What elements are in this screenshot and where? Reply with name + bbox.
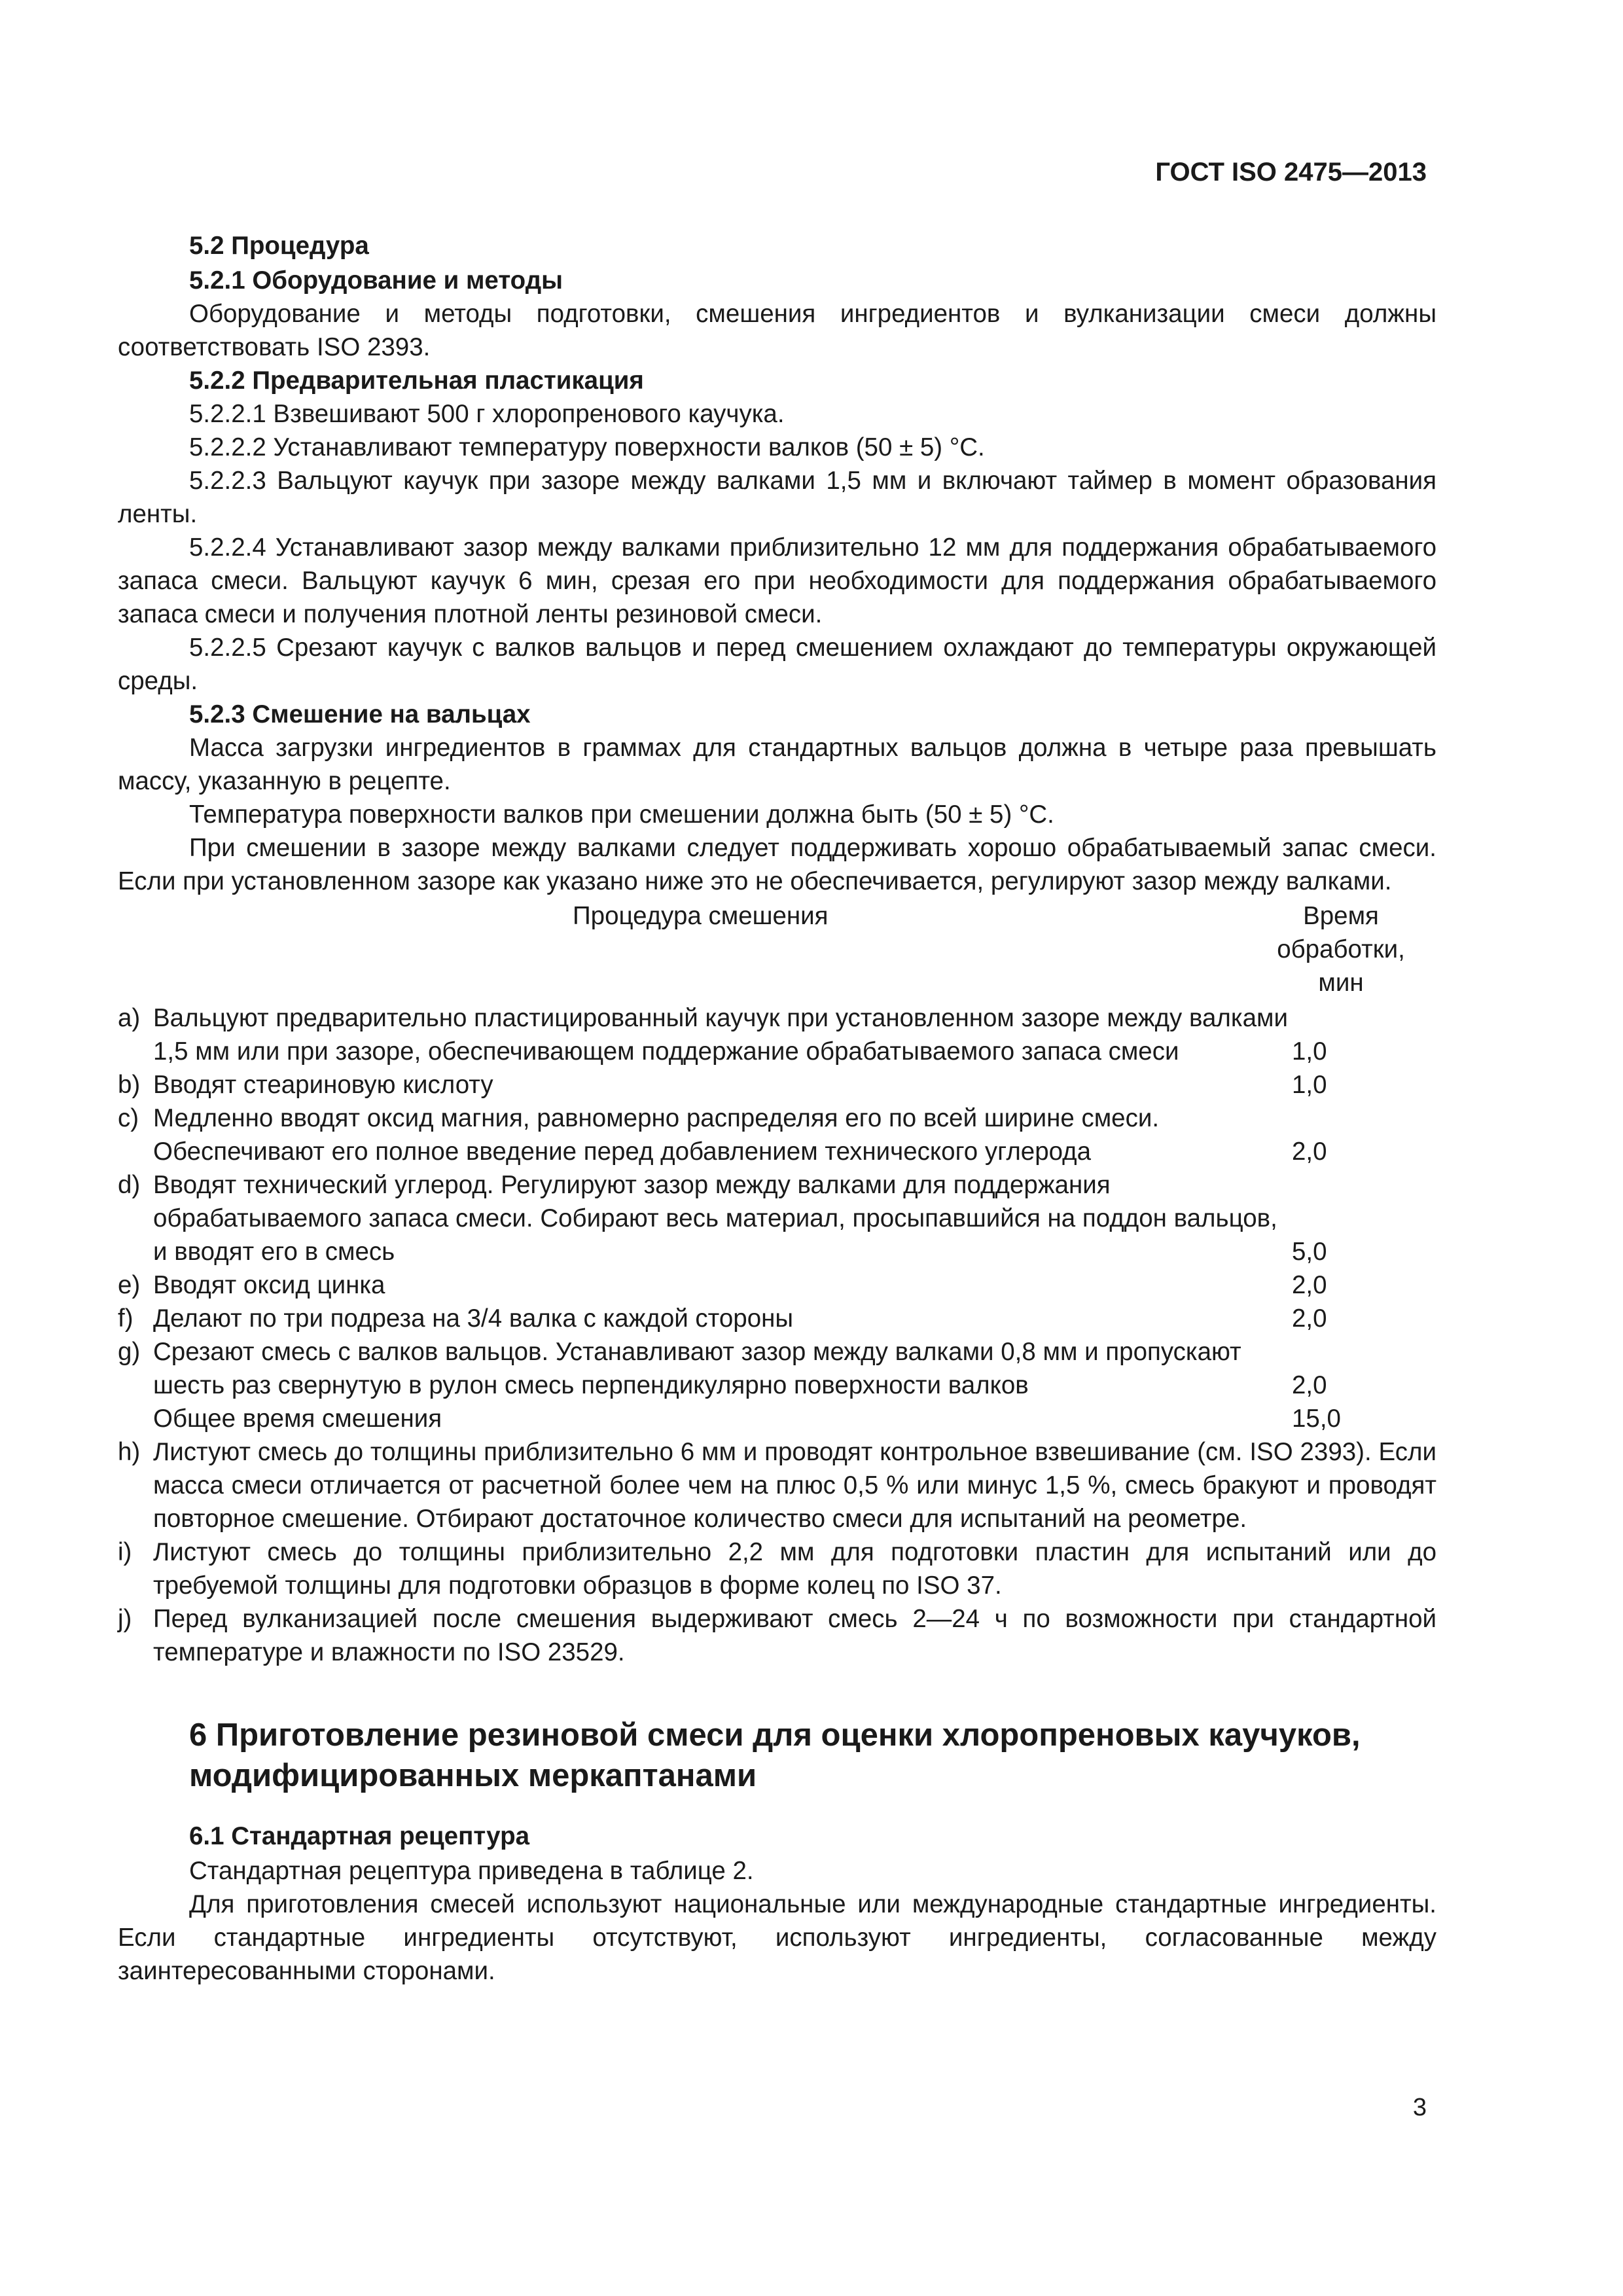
section-6-heading: 6 Приготовление резиновой смеси для оценки хлоропреновых каучуков, модифицированных меркаптанами <box>189 1717 1361 1793</box>
step-text: Вводят стеариновую кислоту <box>153 1071 493 1099</box>
section-5-2-3-title: 5.2.3 Смешение на вальцах <box>189 700 531 728</box>
step-letter: e) <box>118 1271 141 1299</box>
step-letter: g) <box>118 1338 141 1366</box>
clause-5-2-2-2: 5.2.2.2 Устанавливают температуру поверхности валков (50 ± 5) °С. <box>189 433 985 461</box>
mixing-step <box>118 1335 1436 1402</box>
step-letter: a) <box>118 1004 141 1032</box>
total-time: 15,0 <box>1292 1405 1341 1433</box>
step-letter: b) <box>118 1071 141 1099</box>
section-5-2-3-para-3: При смешении в зазоре между валками следует поддерживать хорошо обрабатываемый запас смеси. Если при установленном зазоре как указано ниже это не обеспечивается, регулируют зазор между валками. <box>118 834 1436 895</box>
step-text: Срезают смесь с валков вальцов. Устанавливают зазор между валками 0,8 мм и пропускают шесть раз свернутую в рулон смесь перпендикулярно поверхности валков <box>153 1338 1241 1399</box>
column-header-procedure: Процедура смешения <box>573 902 829 930</box>
section-5-2-title: 5.2 Процедура <box>189 232 369 260</box>
clause-5-2-2-3: 5.2.2.3 Вальцуют каучук при зазоре между валками 1,5 мм и включают таймер в момент образования ленты. <box>118 467 1436 528</box>
step-time: 2,0 <box>1292 1138 1327 1166</box>
step-text: Делают по три подреза на 3/4 валка с каждой стороны <box>153 1304 794 1333</box>
step-time: 2,0 <box>1292 1304 1327 1333</box>
mixing-step <box>118 1068 1436 1102</box>
step-text: Листуют смесь до толщины приблизительно 2,2 мм для подготовки пластин для испытаний или до требуемой толщины для подготовки образцов в форме колец по ISO 37. <box>153 1538 1436 1600</box>
section-5-2-2-title: 5.2.2 Предварительная пластикация <box>189 367 644 395</box>
total-label: Общее время смешения <box>153 1405 442 1433</box>
step-text: Листуют смесь до толщины приблизительно 6 мм и проводят контрольное взвешивание (см. ISO 2393). Если масса смеси отличается от расчетной более чем на плюс 0,5 % или минус 1,5 %, смесь бракуют и проводят повторное смешение. Отбирают достаточное количество смеси для испытаний на реометре. <box>153 1438 1436 1533</box>
section-6-1-para-1: Стандартная рецептура приведена в таблице 2. <box>189 1857 754 1885</box>
step-time: 2,0 <box>1292 1271 1327 1299</box>
step-letter: d) <box>118 1171 141 1199</box>
step-letter: j) <box>118 1605 132 1633</box>
section-5-2-1-text: Оборудование и методы подготовки, смешения ингредиентов и вулканизации смеси должны соответствовать ISO 2393. <box>118 300 1436 361</box>
mixing-step <box>118 1001 1436 1068</box>
total-mixing-time-row <box>118 1402 1436 1435</box>
section-6-1-para-2: Для приготовления смесей используют национальные или международные стандартные ингредиенты. Если стандартные ингредиенты отсутствуют, используют ингредиенты, согласованные между заинтересованными сторонами. <box>118 1890 1436 1985</box>
step-time: 2,0 <box>1292 1371 1327 1399</box>
clause-5-2-2-5: 5.2.2.5 Срезают каучук с валков вальцов и перед смешением охлаждают до температуры окружающей среды. <box>118 634 1436 695</box>
column-header-time: Время обработки, мин <box>1277 902 1405 997</box>
mixing-step <box>118 1168 1436 1268</box>
section-5-2-3-para-2: Температура поверхности валков при смешении должна быть (50 ± 5) °С. <box>189 800 1054 829</box>
step-text: Перед вулканизацией после смешения выдерживают смесь 2—24 ч по возможности при стандартной температуре и влажности по ISO 23529. <box>153 1605 1436 1666</box>
mixing-step <box>118 1302 1436 1335</box>
page-content <box>118 229 1436 1988</box>
step-time: 5,0 <box>1292 1238 1327 1266</box>
step-text: Вводят оксид цинка <box>153 1271 385 1299</box>
section-5-2-1-title: 5.2.1 Оборудование и методы <box>189 266 563 295</box>
step-letter: c) <box>118 1104 139 1132</box>
step-time: 1,0 <box>1292 1037 1327 1066</box>
mixing-step <box>118 1268 1436 1302</box>
post-mixing-step <box>118 1435 1436 1535</box>
step-text: Медленно вводят оксид магния, равномерно распределяя его по всей ширине смеси. Обеспечивают его полное введение перед добавлением технического углерода <box>153 1104 1160 1166</box>
document-code: ГОСТ ISO 2475—2013 <box>1155 158 1427 187</box>
post-mixing-step <box>118 1602 1436 1669</box>
section-6-1-title: 6.1 Стандартная рецептура <box>189 1822 529 1850</box>
mixing-steps <box>118 1001 1436 1669</box>
step-letter: h) <box>118 1438 141 1466</box>
post-mixing-step <box>118 1535 1436 1602</box>
step-time: 1,0 <box>1292 1071 1327 1099</box>
page-number: 3 <box>1412 2094 1427 2121</box>
clause-5-2-2-4: 5.2.2.4 Устанавливают зазор между валками приблизительно 12 мм для поддержания обрабатываемого запаса смеси. Вальцуют каучук 6 мин, срезая его при необходимости для поддержания обрабатываемого запаса смеси и получения плотной ленты резиновой смеси. <box>118 533 1436 628</box>
step-letter: f) <box>118 1304 134 1333</box>
clause-5-2-2-1: 5.2.2.1 Взвешивают 500 г хлоропренового каучука. <box>189 400 785 428</box>
mixing-table-header <box>118 899 1436 1001</box>
step-text: Вальцуют предварительно пластицированный каучук при установленном зазоре между валками 1,5 мм или при зазоре, обеспечивающем поддержание обрабатываемого запаса смеси <box>153 1004 1288 1066</box>
section-5-2-3-para-1: Масса загрузки ингредиентов в граммах для стандартных вальцов должна в четыре раза превышать массу, указанную в рецепте. <box>118 734 1436 795</box>
step-letter: i) <box>118 1538 132 1566</box>
step-text: Вводят технический углерод. Регулируют зазор между валками для поддержания обрабатываемого запаса смеси. Собирают весь материал, просыпавшийся на поддон вальцов, и вводят его в смесь <box>153 1171 1277 1266</box>
mixing-step <box>118 1102 1436 1168</box>
